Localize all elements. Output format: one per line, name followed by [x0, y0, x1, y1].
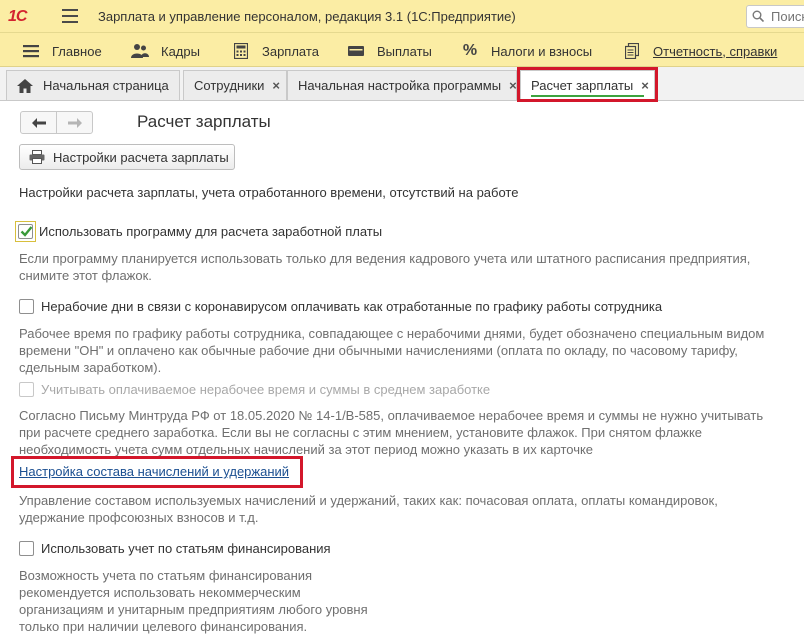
- highlight-frame: [517, 67, 658, 102]
- accruals-hint-1: Управление составом используемых начислений и удержаний, таких как: почасовая оплата, оплаты командировок,: [19, 493, 718, 508]
- checkmark-icon: [20, 225, 33, 238]
- 1c-logo: 1С: [8, 8, 27, 25]
- section-label: Налоги и взносы: [491, 43, 593, 59]
- calculator-icon: [232, 43, 250, 59]
- wallet-icon: [347, 43, 365, 59]
- home-icon: [17, 79, 33, 93]
- financing-hint-4: только при наличии целевого финансирования.: [19, 619, 308, 634]
- documents-icon: [623, 43, 641, 59]
- avg-earnings-row: [19, 382, 490, 397]
- form-content: [0, 102, 804, 642]
- search-icon: [752, 10, 764, 22]
- covid-days-hint-1: Рабочее время по графику работы сотрудника, совпадающее с нерабочими днями, будет обозначено специальным видом: [19, 326, 765, 341]
- avg-earnings-hint-3: необходимость учета сумм отдельных начислений за этот период можно указать в их карточке: [19, 442, 594, 457]
- avg-earnings-checkbox: [19, 382, 34, 397]
- main-menu-icon[interactable]: [62, 9, 78, 23]
- use-program-row[interactable]: [19, 221, 382, 242]
- section-reports[interactable]: [623, 41, 777, 61]
- covid-days-hint-3: сдельным заработком).: [19, 360, 162, 375]
- people-icon: [131, 43, 149, 59]
- history-nav: [20, 111, 93, 134]
- section-label: Выплаты: [377, 43, 432, 59]
- back-button[interactable]: [21, 112, 57, 133]
- covid-days-hint-2: времени "ОН" и оплачено как обычные рабочие дни обычными начислениями (оплата по окладу, по часовому тарифу,: [19, 343, 738, 358]
- financing-hint-1: Возможность учета по статьям финансирования: [19, 568, 313, 583]
- tab-label: Расчет зарплаты: [531, 78, 634, 93]
- covid-days-label: Нерабочие дни в связи с коронавирусом оплачивать как отработанные по графику работы сотрудника: [41, 299, 663, 314]
- forward-button[interactable]: [57, 112, 92, 133]
- section-salary[interactable]: [232, 41, 319, 61]
- financing-row[interactable]: [19, 541, 331, 556]
- page-description: Настройки расчета зарплаты, учета отработанного времени, отсутствий на работе: [19, 185, 519, 200]
- tab-bar: [0, 67, 804, 101]
- tab-label: Начальная страница: [43, 78, 169, 93]
- search-field[interactable]: [746, 5, 804, 28]
- percent-icon: %: [462, 42, 478, 59]
- financing-label: Использовать учет по статьям финансирования: [41, 541, 331, 556]
- avg-earnings-hint-1: Согласно Письму Минтруда РФ от 18.05.2020 № 14-1/В-585, оплачиваемое нерабочее время и суммы не нужно учитывать: [19, 408, 764, 423]
- checkbox-focus-frame: [15, 221, 36, 242]
- section-main[interactable]: [22, 41, 102, 61]
- payroll-settings-label: Настройки расчета зарплаты: [53, 149, 229, 165]
- tab-initial-setup[interactable]: [287, 70, 517, 100]
- accruals-setup-link[interactable]: Настройка состава начислений и удержаний: [19, 464, 290, 479]
- tab-label: Начальная настройка программы: [298, 78, 502, 93]
- financing-hint-2: рекомендуется использовать некоммерческим: [19, 585, 301, 600]
- tab-label: Сотрудники: [194, 78, 265, 93]
- page-title: Расчет зарплаты: [137, 112, 271, 131]
- financing-checkbox[interactable]: [19, 541, 34, 556]
- section-taxes[interactable]: [461, 41, 592, 61]
- highlight-frame: [11, 456, 303, 488]
- avg-earnings-label: Учитывать оплачиваемое нерабочее время и суммы в среднем заработке: [41, 382, 491, 397]
- accruals-hint-2: удержание профсоюзных взносов и т.д.: [19, 510, 259, 525]
- financing-hint-3: организациям и унитарным предприятиям любого уровня: [19, 602, 368, 617]
- use-program-hint-2: снимите этот флажок.: [19, 268, 152, 283]
- section-label: Отчетность, справки: [653, 43, 778, 59]
- section-payments[interactable]: [347, 41, 432, 61]
- app-title: Зарплата и управление персоналом, редакция 3.1 (1С:Предприятие): [98, 9, 516, 24]
- menu-lines-icon: [22, 43, 40, 59]
- avg-earnings-hint-2: при расчете среднего заработка. Если вы не согласны с этим мнением, установите флажок. При снятом флажке: [19, 425, 703, 440]
- sections-panel: [0, 33, 804, 67]
- close-icon[interactable]: ×: [641, 78, 649, 93]
- close-icon[interactable]: ×: [272, 78, 281, 93]
- covid-days-checkbox[interactable]: [19, 299, 34, 314]
- section-label: Главное: [52, 43, 102, 59]
- tab-employees[interactable]: [183, 70, 287, 100]
- section-label: Кадры: [161, 43, 200, 59]
- printer-icon: [29, 150, 45, 164]
- covid-days-row[interactable]: [19, 299, 662, 314]
- use-program-label: Использовать программу для расчета заработной платы: [39, 224, 383, 239]
- section-label: Зарплата: [262, 43, 319, 59]
- section-hr[interactable]: [131, 41, 200, 61]
- payroll-settings-button[interactable]: [19, 144, 235, 170]
- title-bar: [0, 0, 804, 33]
- tab-home[interactable]: [6, 70, 180, 100]
- arrow-left-icon: [32, 118, 46, 128]
- close-icon[interactable]: ×: [509, 78, 517, 93]
- use-program-hint-1: Если программу планируется использовать только для ведения кадрового учета или штатного расписания предприятия,: [19, 251, 751, 266]
- arrow-right-icon: [68, 118, 82, 128]
- use-program-checkbox[interactable]: [18, 224, 33, 239]
- search-input[interactable]: [771, 8, 804, 25]
